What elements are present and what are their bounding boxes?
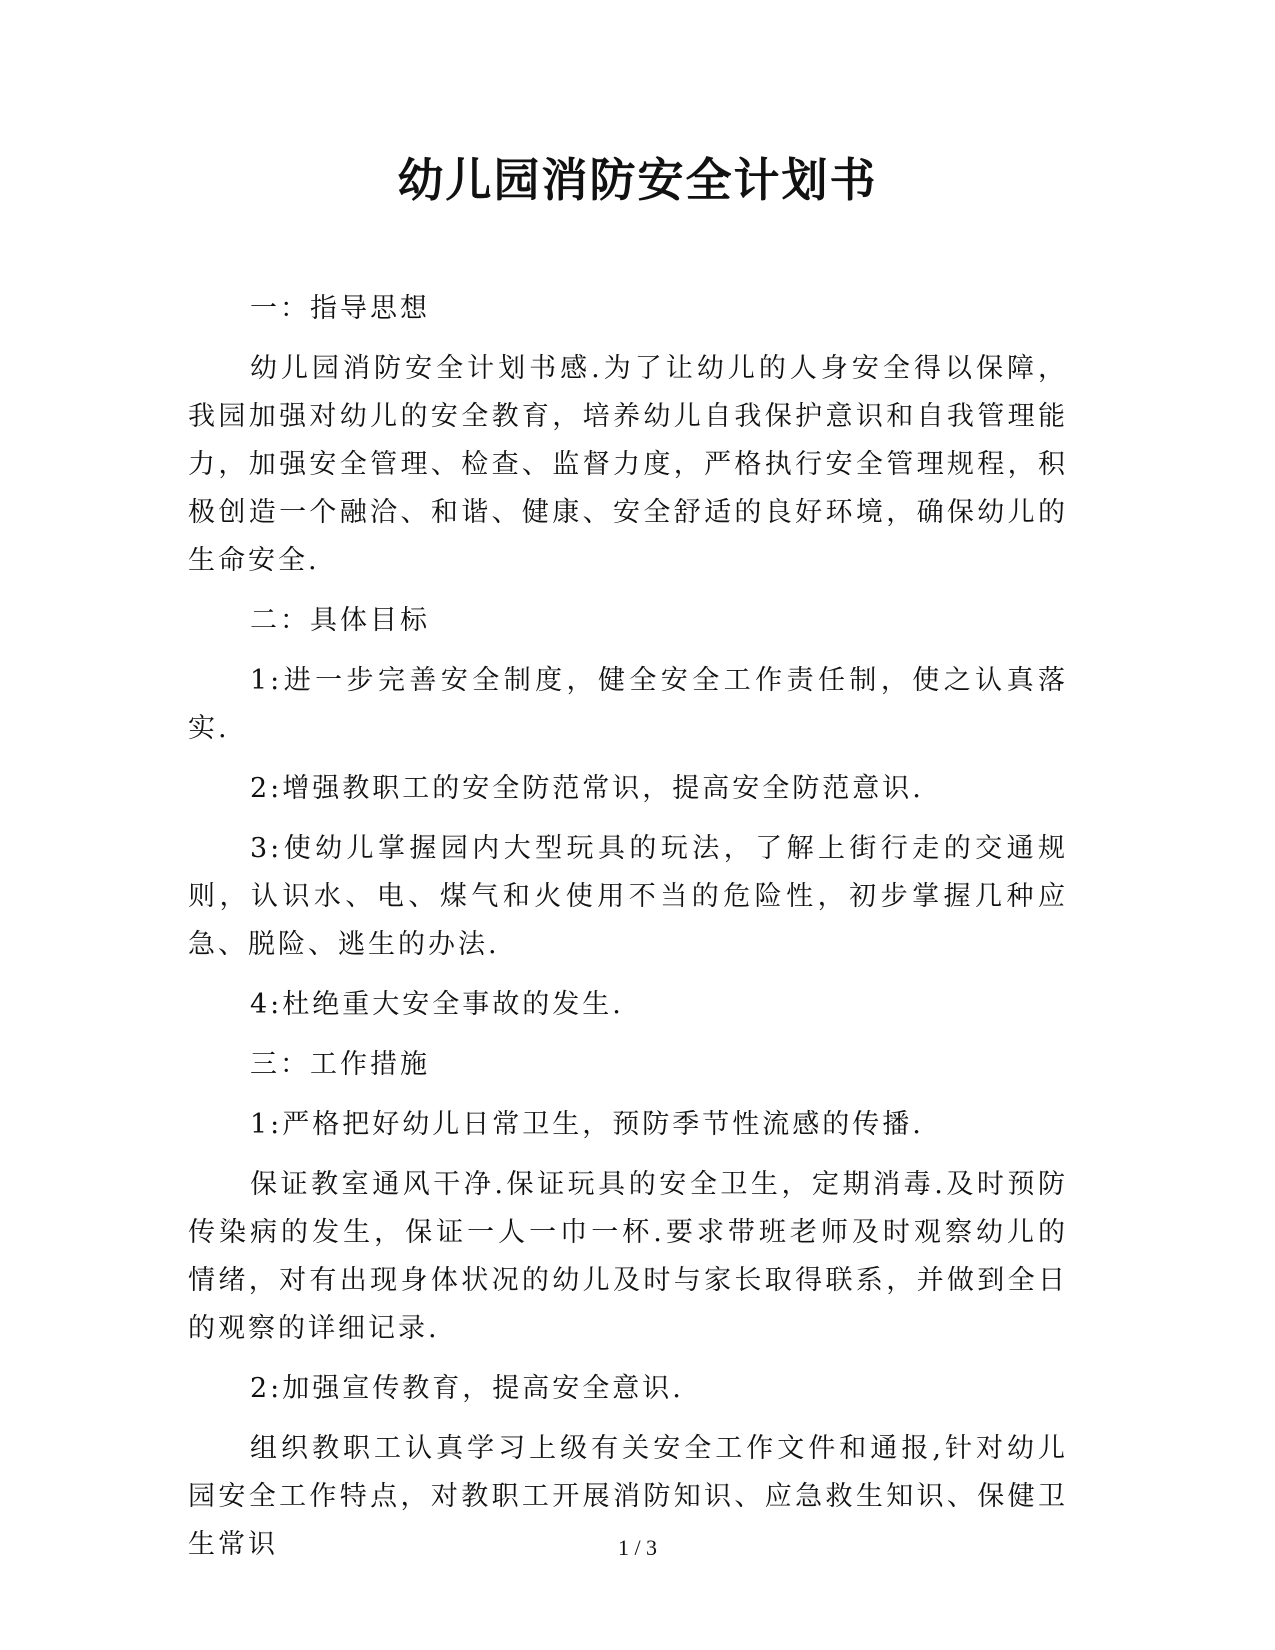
document-body (188, 285, 1068, 1581)
document-title: 幼儿园消防安全计划书 (397, 153, 878, 207)
goal-item-4: 4:杜绝重大安全事故的发生. (250, 989, 624, 1020)
section-heading-work-measures: 三：工作措施 (250, 1049, 430, 1080)
page-number: 1 / 3 (617, 1535, 658, 1560)
measure-detail-1: 保证教室通风干净.保证玩具的安全卫生，定期消毒.及时预防传染病的发生，保证一人一巾一杯.要求带班老师及时观察幼儿的情绪，对有出现身体状况的幼儿及时与家长取得联系，并做到全日的观察的详细记录. (188, 1169, 1068, 1344)
section-heading-specific-goals: 二：具体目标 (250, 605, 430, 636)
goal-item-2: 2:增强教职工的安全防范常识，提高安全防范意识. (250, 773, 924, 804)
paragraph-guiding-thought: 幼儿园消防安全计划书感.为了让幼儿的人身安全得以保障，我园加强对幼儿的安全教育，培养幼儿自我保护意识和自我管理能力，加强安全管理、检查、监督力度，严格执行安全管理规程，积极创造一个融洽、和谐、健康、安全舒适的良好环境，确保幼儿的生命安全. (188, 353, 1068, 576)
measure-item-2: 2:加强宣传教育，提高安全意识. (250, 1373, 684, 1404)
measure-item-1: 1:严格把好幼儿日常卫生，预防季节性流感的传播. (250, 1109, 924, 1140)
measure-detail-2: 组织教职工认真学习上级有关安全工作文件和通报,针对幼儿园安全工作特点，对教职工开展消防知识、应急救生知识、保健卫生常识 (188, 1433, 1068, 1560)
goal-item-1: 1:进一步完善安全制度，健全安全工作责任制，使之认真落实. (188, 665, 1068, 744)
section-heading-guiding-thought: 一：指导思想 (250, 293, 430, 324)
goal-item-3: 3:使幼儿掌握园内大型玩具的玩法，了解上街行走的交通规则，认识水、电、煤气和火使用不当的危险性，初步掌握几种应急、脱险、逃生的办法. (188, 833, 1068, 960)
